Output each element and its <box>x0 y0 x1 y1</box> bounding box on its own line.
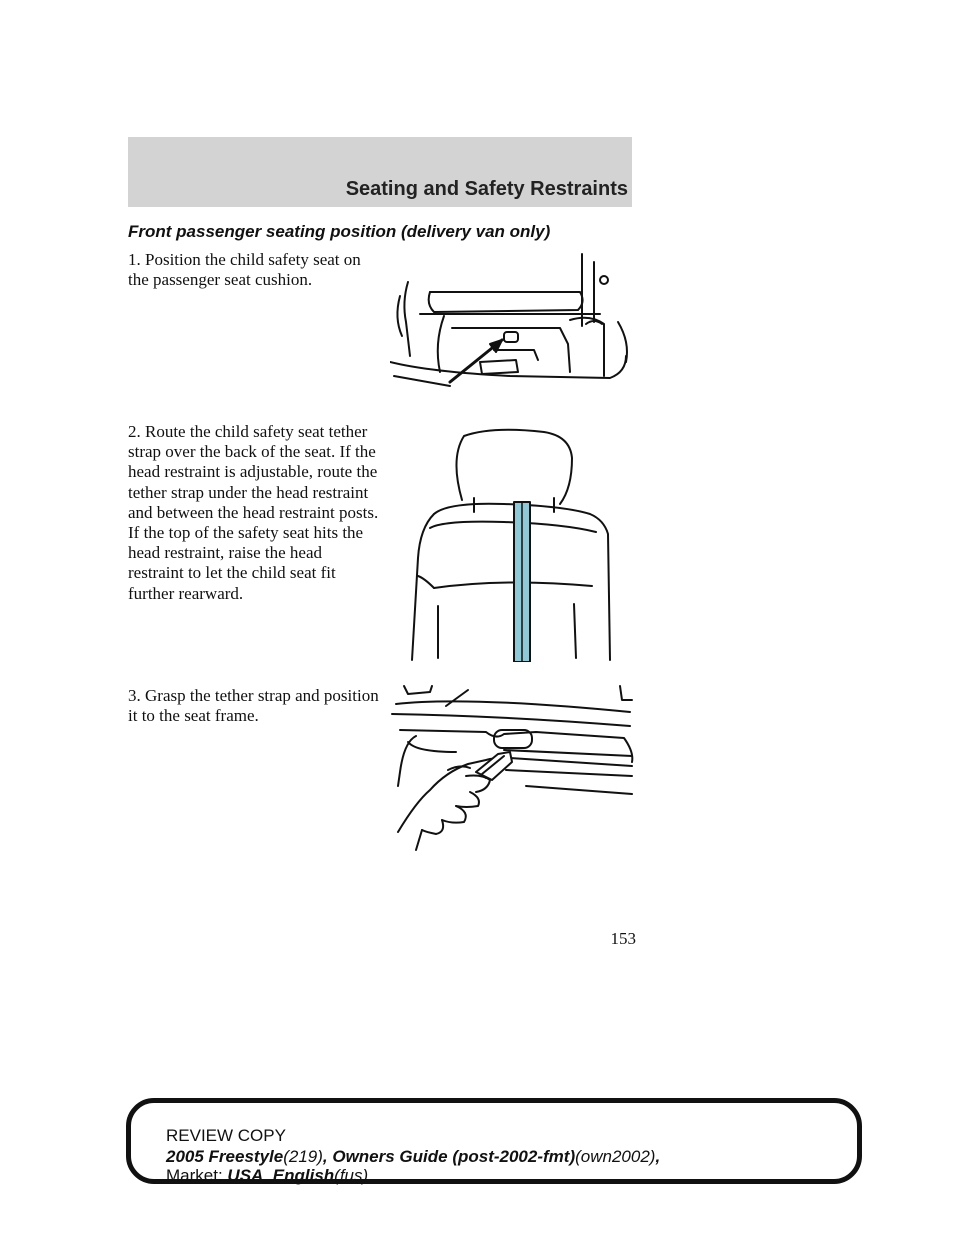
model-name: 2005 Freestyle <box>166 1147 284 1166</box>
step-3-text: 3. Grasp the tether strap and position it to the seat frame. <box>128 686 379 726</box>
page-title: Seating and Safety Restraints <box>345 178 628 200</box>
separator: , <box>655 1147 661 1166</box>
seat-frame-hand-figure <box>386 682 636 852</box>
review-copy-title-line <box>166 1147 660 1167</box>
page-number: 153 <box>610 929 636 948</box>
header-band <box>128 137 632 207</box>
seat-cushion-anchor-figure <box>390 252 636 392</box>
review-copy-market-line <box>166 1166 368 1186</box>
model-code: (219) <box>283 1147 323 1166</box>
market-label: Market: <box>166 1166 223 1185</box>
guide-name: Owners Guide (post-2002-fmt) <box>332 1147 576 1166</box>
guide-code: (own2002) <box>575 1147 656 1166</box>
step-2-text: 2. Route the child safety seat tether strap over the back of the seat. If the head restraint is adjustable, route the tether strap under the head restraint and between the head restraint posts. If the top of the safety seat hits the head restraint, raise the head restraint to let the child seat fit further rearward. <box>128 422 379 603</box>
market-name: USA_English <box>227 1166 335 1185</box>
review-copy-label: REVIEW COPY <box>166 1126 286 1145</box>
seatback-tether-figure <box>404 428 630 662</box>
step-1-text: 1. Position the child safety seat on the passenger seat cushion. <box>128 250 361 290</box>
market-code: (fus) <box>334 1166 369 1185</box>
separator: , <box>322 1147 333 1166</box>
section-heading: Front passenger seating position (delivery van only) <box>128 222 551 241</box>
